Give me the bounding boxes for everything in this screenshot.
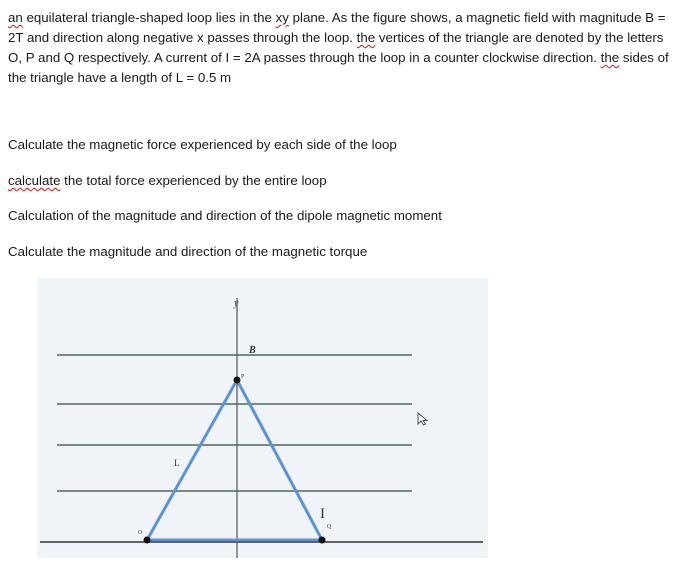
vertex-o-dot [144,537,151,544]
vertex-p-dot [234,377,241,384]
question-dipole-moment: Calculation of the magnitude and direction of the dipole magnetic moment [8,208,442,223]
intro-part-7: the [600,50,620,65]
vertex-label-q: Q [327,524,332,530]
current-label-i: I [320,506,325,522]
question-total-force-rest: the total force experienced by the entire loop [60,173,327,188]
problem-statement [8,8,676,88]
intro-part-3: xy [275,10,289,25]
axis-label-y: y [234,298,239,309]
intro-part-8: sides of the triangle have a length of L = 0.5 m [8,50,669,85]
vertex-label-p: P [241,374,245,380]
triangle-loop-figure [37,278,488,558]
question-total-force [8,172,327,190]
field-label-b: B [249,345,256,356]
side-label-l: L [174,458,180,468]
intro-part-4: plane. As the figure shows, a magnetic field with magnitude B = 2T and direction along negative x passes through the loop. [8,10,666,45]
intro-part-1: an [8,10,23,25]
vertex-q-dot [319,537,326,544]
question-total-force-lead: calculate [8,173,61,188]
question-force-each-side: Calculate the magnetic force experienced by each side of the loop [8,137,397,152]
intro-part-5: the [356,30,376,45]
question-torque: Calculate the magnitude and direction of the magnetic torque [8,244,368,259]
intro-part-2: equilateral triangle-shaped loop lies in the [22,10,276,25]
vertex-label-o: O [138,530,143,536]
intro-part-6: vertices of the triangle are denoted by the letters O, P and Q respectively. A current of I = 2A passes through the loop in a counter clockwise direction. [8,30,664,65]
